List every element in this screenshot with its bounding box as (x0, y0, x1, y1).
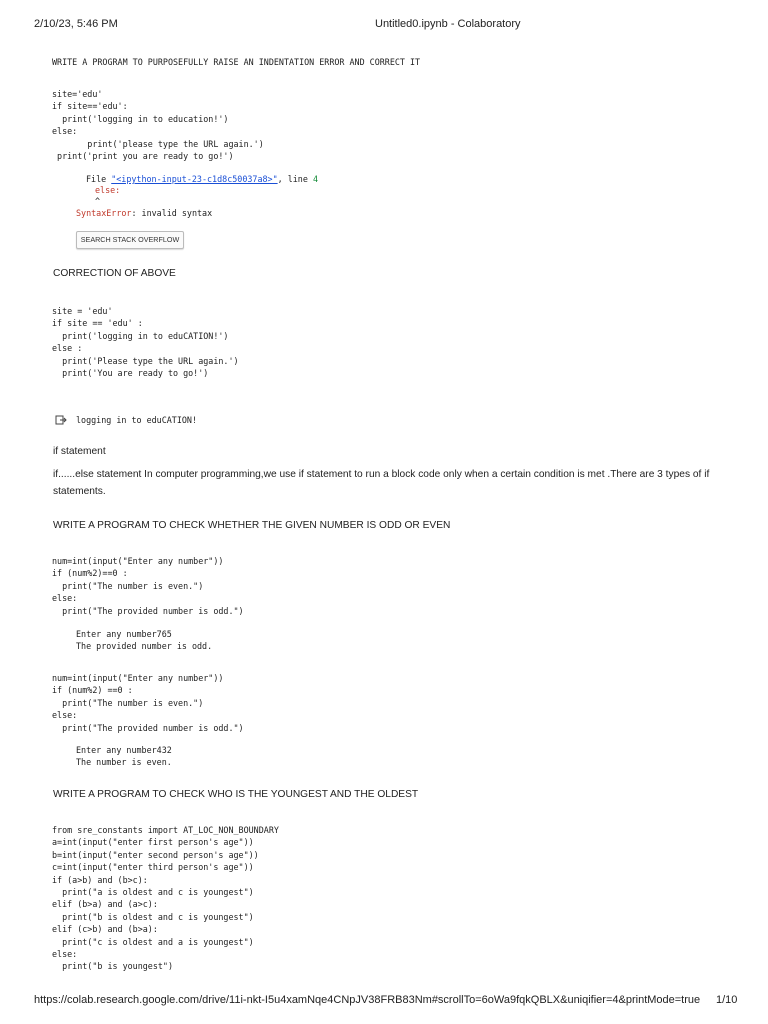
search-stack-overflow-button[interactable]: SEARCH STACK OVERFLOW (76, 231, 184, 249)
section-heading-indentation: WRITE A PROGRAM TO PURPOSEFULLY RAISE AN INDENTATION ERROR AND CORRECT IT (52, 57, 421, 67)
cell-output-odd-even-2: Enter any number432 The number is even. (76, 745, 172, 768)
section-heading-if-statement: if statement (53, 446, 106, 457)
code-cell-youngest-oldest[interactable]: from sre_constants import AT_LOC_NON_BOUNDARY a=int(input("enter first person's age")) b=int(input("enter second person's age")) c=int(input("enter third person's age")) if (a>b) and (b>c): print("a is oldest and c is youngest") elif (b>a) and (a>c): print("b is oldest and c is youngest") elif (c>b) and (b>a): print("c is oldest and a is youngest") else: print("b is youngest") (52, 825, 279, 972)
section-heading-youngest-oldest: WRITE A PROGRAM TO CHECK WHO IS THE YOUNGEST AND THE OLDEST (53, 789, 419, 800)
section-heading-correction: CORRECTION OF ABOVE (53, 268, 176, 279)
error-file-link[interactable]: "<ipython-input-23-c1d8c50037a8>" (111, 174, 278, 184)
if-statement-paragraph: if......else statement In computer programming,we use if statement to run a block code only when a certain condition is met .There are 3 types of if statements. (53, 469, 710, 497)
code-cell-indentation-error[interactable]: site='edu' if site=='edu': print('logging in to education!') else: print('please type the URL again.') print('print you are ready to go!') (52, 89, 264, 162)
error-line-number: 4 (312, 174, 318, 184)
section-heading-odd-even: WRITE A PROGRAM TO CHECK WHETHER THE GIVEN NUMBER IS ODD OR EVEN (53, 520, 451, 531)
page-title: Untitled0.ipynb - Colaboratory (375, 18, 521, 30)
error-file-line (86, 173, 318, 185)
cell-output-odd-even-1: Enter any number765 The provided number is odd. (76, 629, 213, 652)
print-datetime: 2/10/23, 5:46 PM (34, 18, 118, 30)
error-text: : invalid syntax (131, 208, 213, 218)
error-else-line: else: (95, 185, 121, 195)
error-message (76, 207, 212, 219)
error-file-label: File (86, 174, 107, 184)
cell-output-correction: logging in to eduCATION! (76, 415, 198, 425)
code-cell-odd-even-2[interactable]: num=int(input("Enter any number")) if (num%2) ==0 : print("The number is even.") else: print("The provided number is odd.") (52, 673, 244, 733)
code-cell-odd-even-1[interactable]: num=int(input("Enter any number")) if (num%2)==0 : print("The number is even.") else: print("The provided number is odd.") (52, 556, 244, 616)
output-arrow-icon[interactable] (55, 414, 67, 426)
page-number: 1/10 (716, 994, 738, 1006)
code-cell-correction[interactable]: site = 'edu' if site == 'edu' : print('logging in to eduCATION!') else : print('Please type the URL again.') print('You are ready to go!') (52, 306, 239, 379)
error-caret: ^ (95, 196, 101, 206)
error-line-text: , line (277, 174, 308, 184)
page-url: https://colab.research.google.com/drive/11i-nkt-I5u4xamNqe4CNpJV38FRB83Nm#scrollTo=6oWa9fqkQBLX&uniqifier=4&printMode=true (34, 994, 701, 1006)
error-type: SyntaxError (76, 208, 132, 218)
